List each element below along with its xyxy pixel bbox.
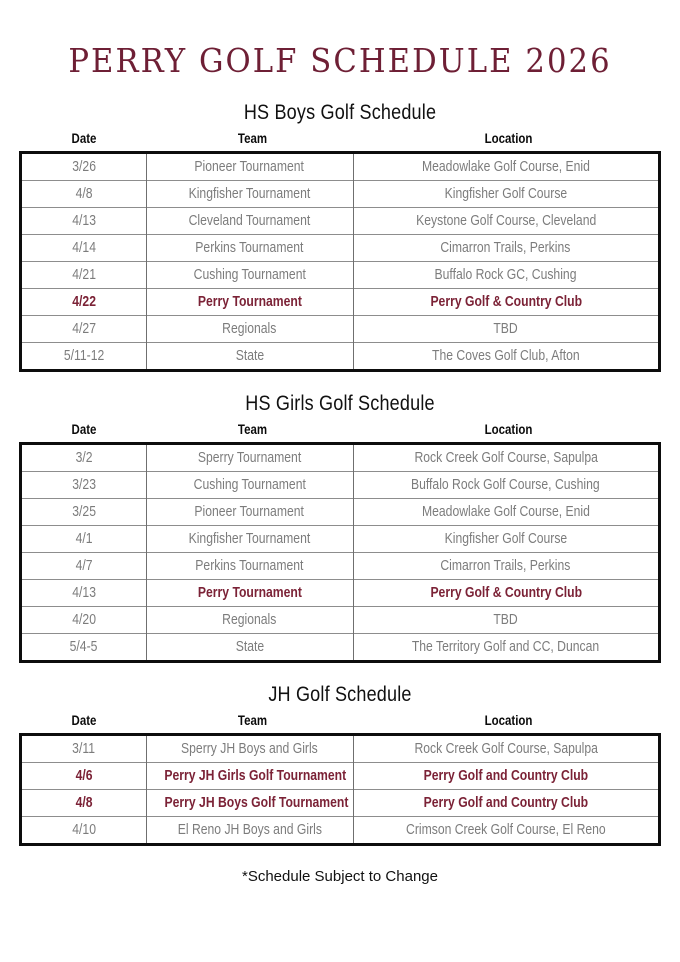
table-row [22, 445, 658, 472]
cell-team-text: Sperry JH Boys and Girls [181, 741, 318, 758]
schedule-sections [0, 101, 680, 846]
cell-location [353, 472, 658, 499]
column-header-row [19, 130, 661, 151]
cell-location-text: Cimarron Trails, Perkins [440, 558, 571, 575]
cell-team-text: Pioneer Tournament [194, 504, 305, 521]
schedule-section [0, 101, 680, 372]
schedule-table [19, 442, 661, 663]
cell-date [22, 207, 146, 234]
cell-location [353, 607, 658, 634]
cell-location-text: Meadowlake Golf Course, Enid [421, 504, 590, 521]
cell-location-text: Rock Creek Golf Course, Sapulpa [414, 741, 598, 758]
cell-location [353, 180, 658, 207]
cell-date-text: 4/1 [75, 531, 93, 548]
cell-date [22, 261, 146, 288]
cell-date [22, 763, 146, 790]
cell-location-text: Rock Creek Golf Course, Sapulpa [414, 450, 598, 467]
table-row [22, 342, 658, 369]
cell-team [146, 526, 353, 553]
cell-location [353, 154, 658, 181]
cell-location-text: Cimarron Trails, Perkins [440, 239, 571, 256]
table-row [22, 607, 658, 634]
cell-location-text: TBD [493, 320, 518, 337]
cell-team-text: El Reno JH Boys and Girls [177, 822, 322, 839]
cell-date [22, 580, 146, 607]
cell-date [22, 234, 146, 261]
cell-date-text: 4/13 [71, 585, 96, 602]
cell-team [146, 817, 353, 844]
cell-team-text: Cushing Tournament [193, 266, 306, 283]
schedule-page [0, 22, 680, 962]
cell-location [353, 315, 658, 342]
cell-date-text: 5/4-5 [69, 639, 98, 656]
cell-date-text: 4/8 [75, 185, 93, 202]
cell-team-text: Sperry Tournament [197, 450, 302, 467]
cell-date [22, 607, 146, 634]
cell-date [22, 817, 146, 844]
cell-team-text: Regionals [222, 612, 277, 629]
cell-team [146, 445, 353, 472]
cell-team [146, 607, 353, 634]
cell-date-text: 4/10 [71, 822, 96, 839]
column-header-date: Date [71, 712, 97, 729]
column-header-date: Date [71, 129, 97, 146]
cell-location [353, 763, 658, 790]
cell-location-text: Buffalo Rock GC, Cushing [434, 266, 577, 283]
cell-team [146, 553, 353, 580]
cell-date [22, 526, 146, 553]
cell-team-text: Regionals [222, 320, 277, 337]
cell-location [353, 526, 658, 553]
cell-team-text: Perry Tournament [197, 585, 302, 602]
cell-location-text: Kingfisher Golf Course [444, 531, 568, 548]
cell-date-text: 4/21 [71, 266, 96, 283]
cell-date [22, 790, 146, 817]
cell-location [353, 499, 658, 526]
cell-date-text: 4/13 [71, 212, 96, 229]
page-title: PERRY GOLF SCHEDULE 2026 [68, 41, 612, 81]
table-row [22, 817, 658, 844]
cell-date [22, 154, 146, 181]
cell-team-text: State [235, 347, 264, 364]
cell-date-text: 4/22 [71, 293, 96, 310]
cell-location [353, 288, 658, 315]
table-row [22, 288, 658, 315]
column-header-team: Team [237, 421, 268, 438]
column-header-row [19, 712, 661, 733]
cell-date-text: 3/26 [71, 158, 96, 175]
column-header-location: Location [484, 129, 533, 146]
cell-location [353, 261, 658, 288]
section-heading: HS Boys Golf Schedule [243, 100, 437, 124]
cell-location-text: Kingfisher Golf Course [444, 185, 568, 202]
cell-location-text: TBD [493, 612, 518, 629]
column-header-location: Location [484, 712, 533, 729]
cell-location-text: The Territory Golf and CC, Duncan [412, 639, 600, 656]
cell-date [22, 180, 146, 207]
table-row [22, 553, 658, 580]
cell-team [146, 315, 353, 342]
column-header-row [19, 421, 661, 442]
table-row [22, 736, 658, 763]
table-row [22, 472, 658, 499]
table-row [22, 526, 658, 553]
cell-date [22, 288, 146, 315]
cell-location-text: Meadowlake Golf Course, Enid [421, 158, 590, 175]
section-heading: JH Golf Schedule [268, 683, 412, 707]
cell-date-text: 3/11 [72, 741, 96, 758]
table-row [22, 499, 658, 526]
table-row [22, 763, 658, 790]
cell-location [353, 790, 658, 817]
cell-date [22, 315, 146, 342]
cell-team [146, 207, 353, 234]
footnote: *Schedule Subject to Change [242, 868, 438, 886]
cell-team [146, 472, 353, 499]
cell-team-text: Perry JH Girls Golf Tournament [163, 768, 346, 785]
cell-team-text: Perkins Tournament [195, 239, 304, 256]
cell-date [22, 736, 146, 763]
cell-location [353, 207, 658, 234]
table-row [22, 180, 658, 207]
table-row [22, 790, 658, 817]
cell-team [146, 790, 353, 817]
cell-date-text: 4/8 [75, 795, 93, 812]
cell-date-text: 4/20 [71, 612, 96, 629]
column-header-date: Date [71, 421, 97, 438]
table-row [22, 580, 658, 607]
column-header-team: Team [237, 129, 268, 146]
schedule-table [19, 151, 661, 372]
cell-location-text: Perry Golf & Country Club [429, 293, 582, 310]
schedule-section [0, 392, 680, 663]
cell-team [146, 580, 353, 607]
cell-team [146, 499, 353, 526]
column-header-location: Location [484, 421, 533, 438]
column-header-team: Team [237, 712, 268, 729]
cell-location [353, 817, 658, 844]
cell-team-text: Cleveland Tournament [188, 212, 311, 229]
cell-location [353, 580, 658, 607]
cell-location [353, 634, 658, 661]
cell-date-text: 3/2 [75, 450, 93, 467]
cell-team [146, 342, 353, 369]
cell-team [146, 261, 353, 288]
cell-date [22, 472, 146, 499]
cell-date [22, 445, 146, 472]
table-row [22, 315, 658, 342]
cell-team [146, 763, 353, 790]
cell-team-text: Kingfisher Tournament [188, 185, 311, 202]
cell-team [146, 234, 353, 261]
cell-team-text: Perry Tournament [197, 293, 302, 310]
section-heading: HS Girls Golf Schedule [245, 391, 435, 415]
cell-location-text: Perry Golf and Country Club [423, 795, 588, 812]
cell-location-text: Keystone Golf Course, Cleveland [415, 212, 596, 229]
table-row [22, 634, 658, 661]
cell-date [22, 634, 146, 661]
table-row [22, 207, 658, 234]
cell-team-text: Perry JH Boys Golf Tournament [164, 795, 348, 812]
cell-location [353, 736, 658, 763]
cell-location [353, 234, 658, 261]
cell-location-text: The Coves Golf Club, Afton [431, 347, 580, 364]
cell-date-text: 3/25 [71, 504, 96, 521]
cell-team [146, 154, 353, 181]
cell-team-text: Cushing Tournament [193, 477, 306, 494]
cell-team [146, 288, 353, 315]
table-row [22, 154, 658, 181]
cell-date-text: 4/14 [71, 239, 96, 256]
cell-date [22, 553, 146, 580]
schedule-table [19, 733, 661, 846]
cell-date-text: 4/6 [75, 768, 93, 785]
cell-team [146, 736, 353, 763]
table-row [22, 261, 658, 288]
cell-location-text: Perry Golf and Country Club [423, 768, 588, 785]
cell-date-text: 3/23 [71, 477, 96, 494]
cell-team-text: Perkins Tournament [195, 558, 304, 575]
cell-location [353, 342, 658, 369]
cell-date [22, 499, 146, 526]
cell-team [146, 180, 353, 207]
cell-location-text: Crimson Creek Golf Course, El Reno [405, 822, 606, 839]
table-row [22, 234, 658, 261]
cell-location-text: Buffalo Rock Golf Course, Cushing [411, 477, 601, 494]
cell-location [353, 445, 658, 472]
cell-date-text: 4/7 [75, 558, 93, 575]
cell-team-text: State [235, 639, 264, 656]
cell-team-text: Pioneer Tournament [194, 158, 305, 175]
cell-location [353, 553, 658, 580]
cell-team-text: Kingfisher Tournament [188, 531, 311, 548]
schedule-section [0, 683, 680, 846]
cell-date [22, 342, 146, 369]
cell-date-text: 5/11-12 [63, 347, 104, 364]
cell-team [146, 634, 353, 661]
cell-location-text: Perry Golf & Country Club [429, 585, 582, 602]
cell-date-text: 4/27 [71, 320, 96, 337]
